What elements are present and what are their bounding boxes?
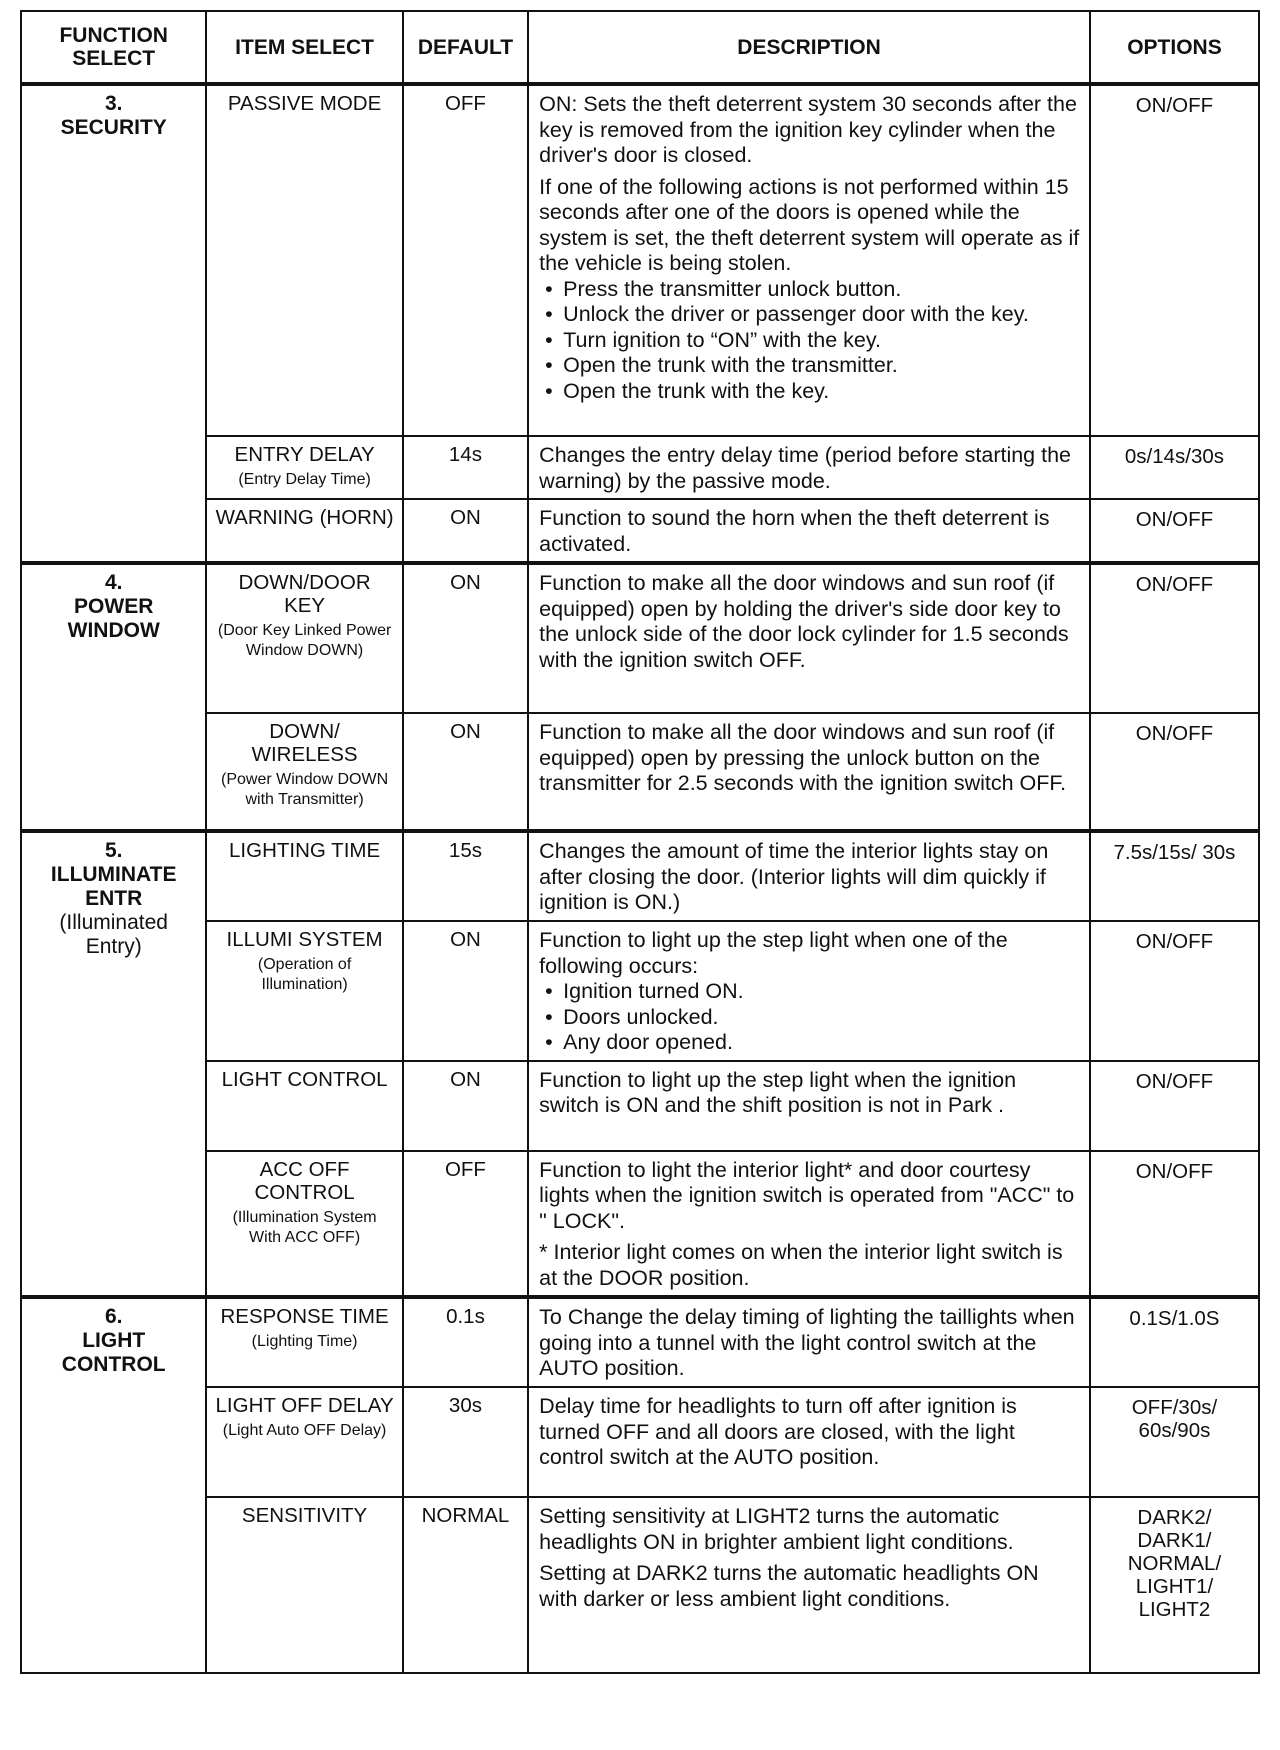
item-select-cell: LIGHT CONTROL <box>206 1061 402 1151</box>
default-value: ON <box>403 563 528 713</box>
item-select-cell: WARNING (HORN) <box>206 499 402 563</box>
item-description: (Door Key Linked Power Window DOWN) <box>217 622 392 659</box>
function-number: 4. <box>104 571 123 594</box>
default-value: 0.1s <box>403 1297 528 1387</box>
default-value: 15s <box>403 831 528 921</box>
item-select-cell: LIGHTING TIME <box>206 831 402 921</box>
item-name: DOWN/DOOR KEY <box>238 571 371 617</box>
options-value: ON/OFF <box>1090 713 1259 831</box>
item-select-cell <box>206 1297 402 1387</box>
default-value: ON <box>403 499 528 563</box>
description-text: Function to light up the step light when one of the following occurs: <box>539 928 1008 978</box>
table-row <box>21 84 1259 436</box>
item-select-cell <box>206 1387 402 1497</box>
function-name: ILLUMINATE ENTR <box>50 863 177 910</box>
description-text: Function to light the interior light* and door courtesy lights when the ignition switch is operated from "ACC" to " LOCK". <box>539 1157 1075 1233</box>
description-text: To Change the delay timing of lighting the taillights when going into a tunnel with the light control switch at the AUTO position. <box>528 1297 1090 1387</box>
default-value: OFF <box>403 1151 528 1298</box>
header-function-select: FUNCTION SELECT <box>21 11 206 84</box>
function-settings-table <box>20 10 1260 1674</box>
description-text: Function to make all the door windows and sun roof (if equipped) open by holding the driver's side door key to the unlock side of the door lock cylinder for 1.5 seconds with the ignition switch OFF. <box>528 563 1090 713</box>
settings-table-page <box>20 10 1260 1735</box>
item-select-cell <box>206 921 402 1061</box>
item-description: (Illumination System With ACC OFF) <box>232 1208 377 1246</box>
function-number: 6. <box>104 1305 123 1328</box>
options-value: ON/OFF <box>1090 1151 1259 1298</box>
item-select-cell <box>206 436 402 499</box>
list-item: • Any door opened. <box>557 1030 1081 1056</box>
item-select-cell <box>206 563 402 713</box>
table-row <box>21 1061 1259 1151</box>
table-row <box>21 1497 1259 1673</box>
options-value: ON/OFF <box>1090 499 1259 563</box>
options-value: ON/OFF <box>1090 563 1259 713</box>
item-name: ACC OFF CONTROL <box>254 1157 355 1204</box>
default-value: 30s <box>403 1387 528 1497</box>
function-group-power-window <box>21 563 206 831</box>
item-select-cell <box>206 1151 402 1298</box>
item-description: (Power Window DOWN with Transmitter) <box>221 771 389 808</box>
default-value: 14s <box>403 436 528 499</box>
table-header-row <box>21 11 1259 84</box>
function-name: POWER WINDOW <box>67 595 160 642</box>
default-value: ON <box>403 1061 528 1151</box>
description-text: Changes the entry delay time (period before starting the warning) by the passive mode. <box>528 436 1090 499</box>
default-value: NORMAL <box>403 1497 528 1673</box>
header-item-select: ITEM SELECT <box>206 11 402 84</box>
description-text: Function to make all the door windows and sun roof (if equipped) open by pressing the unlock button on the transmitter for 2.5 seconds with the ignition switch OFF. <box>528 713 1090 831</box>
table-row <box>21 1387 1259 1497</box>
table-row <box>21 499 1259 563</box>
item-description: (Light Auto OFF Delay) <box>222 1422 387 1439</box>
description-text: Changes the amount of time the interior lights stay on after closing the door. (Interior lights will dim quickly if ignition is ON.) <box>528 831 1090 921</box>
description-text: If one of the following actions is not performed within 15 seconds after one of the doors is opened while the system is set, the theft deterrent system will operate as if the vehicle is being stolen. <box>539 174 1080 275</box>
list-item: • Open the trunk with the key. <box>557 379 1081 405</box>
item-name: RESPONSE TIME <box>220 1305 389 1328</box>
table-row <box>21 1297 1259 1387</box>
bullet-list <box>539 277 1081 405</box>
header-default: DEFAULT <box>403 11 528 84</box>
description-cell <box>528 1151 1090 1298</box>
list-item: • Open the trunk with the transmitter. <box>557 353 1081 379</box>
list-item: • Unlock the driver or passenger door with the key. <box>557 302 1081 328</box>
item-description: (Lighting Time) <box>251 1333 358 1350</box>
table-row <box>21 921 1259 1061</box>
list-item: • Doors unlocked. <box>557 1005 1081 1031</box>
item-select-cell: PASSIVE MODE <box>206 84 402 436</box>
description-text: Setting sensitivity at LIGHT2 turns the automatic headlights ON in brighter ambient light conditions. <box>539 1504 1014 1554</box>
description-cell <box>528 921 1090 1061</box>
header-description: DESCRIPTION <box>528 11 1090 84</box>
item-select-cell: SENSITIVITY <box>206 1497 402 1673</box>
function-name: SECURITY <box>60 116 167 139</box>
description-text: ON: Sets the theft deterrent system 30 seconds after the key is removed from the ignition key cylinder when the driver's door is closed. <box>539 92 1077 167</box>
header-options: OPTIONS <box>1090 11 1259 84</box>
description-cell <box>528 84 1090 436</box>
bullet-list <box>539 979 1081 1056</box>
options-value: OFF/30s/ 60s/90s <box>1090 1387 1259 1497</box>
item-description: (Operation of Illumination) <box>257 956 352 993</box>
description-text: Function to sound the horn when the theft deterrent is activated. <box>528 499 1090 563</box>
list-item: • Press the transmitter unlock button. <box>557 277 1081 303</box>
table-row <box>21 436 1259 499</box>
options-value: 0.1S/1.0S <box>1090 1297 1259 1387</box>
item-name: ILLUMI SYSTEM <box>226 928 383 951</box>
item-name: LIGHT OFF DELAY <box>215 1394 394 1417</box>
item-select-cell <box>206 713 402 831</box>
description-text: Delay time for headlights to turn off after ignition is turned OFF and all doors are closed, with the light control switch at the AUTO position. <box>528 1387 1090 1497</box>
function-group-illuminate-entr <box>21 831 206 1297</box>
description-cell <box>528 1497 1090 1673</box>
options-value: 0s/14s/30s <box>1090 436 1259 499</box>
table-row <box>21 563 1259 713</box>
options-value: 7.5s/15s/ 30s <box>1090 831 1259 921</box>
description-text: Function to light up the step light when the ignition switch is ON and the shift position is not in Park . <box>528 1061 1090 1151</box>
options-value: ON/OFF <box>1090 921 1259 1061</box>
options-value: DARK2/ DARK1/ NORMAL/ LIGHT1/ LIGHT2 <box>1090 1497 1259 1673</box>
default-value: ON <box>403 713 528 831</box>
function-name: LIGHT CONTROL <box>61 1329 166 1376</box>
description-note: * Interior light comes on when the interior light switch is at the DOOR position. <box>539 1240 1063 1290</box>
options-value: ON/OFF <box>1090 84 1259 436</box>
function-number: 3. <box>104 92 123 115</box>
table-row <box>21 831 1259 921</box>
options-value: ON/OFF <box>1090 1061 1259 1151</box>
description-text: Setting at DARK2 turns the automatic headlights ON with darker or less ambient light conditions. <box>539 1561 1039 1611</box>
function-subtitle: (Illuminated Entry) <box>59 911 168 958</box>
item-description: (Entry Delay Time) <box>238 471 371 488</box>
item-name: ENTRY DELAY <box>234 443 375 466</box>
function-group-security <box>21 84 206 563</box>
table-row <box>21 713 1259 831</box>
item-name: DOWN/ WIRELESS <box>251 720 358 766</box>
list-item: • Turn ignition to “ON” with the key. <box>557 328 1081 354</box>
function-number: 5. <box>104 839 123 862</box>
table-row <box>21 1151 1259 1298</box>
list-item: • Ignition turned ON. <box>557 979 1081 1005</box>
function-group-light-control <box>21 1297 206 1673</box>
default-value: OFF <box>403 84 528 436</box>
default-value: ON <box>403 921 528 1061</box>
